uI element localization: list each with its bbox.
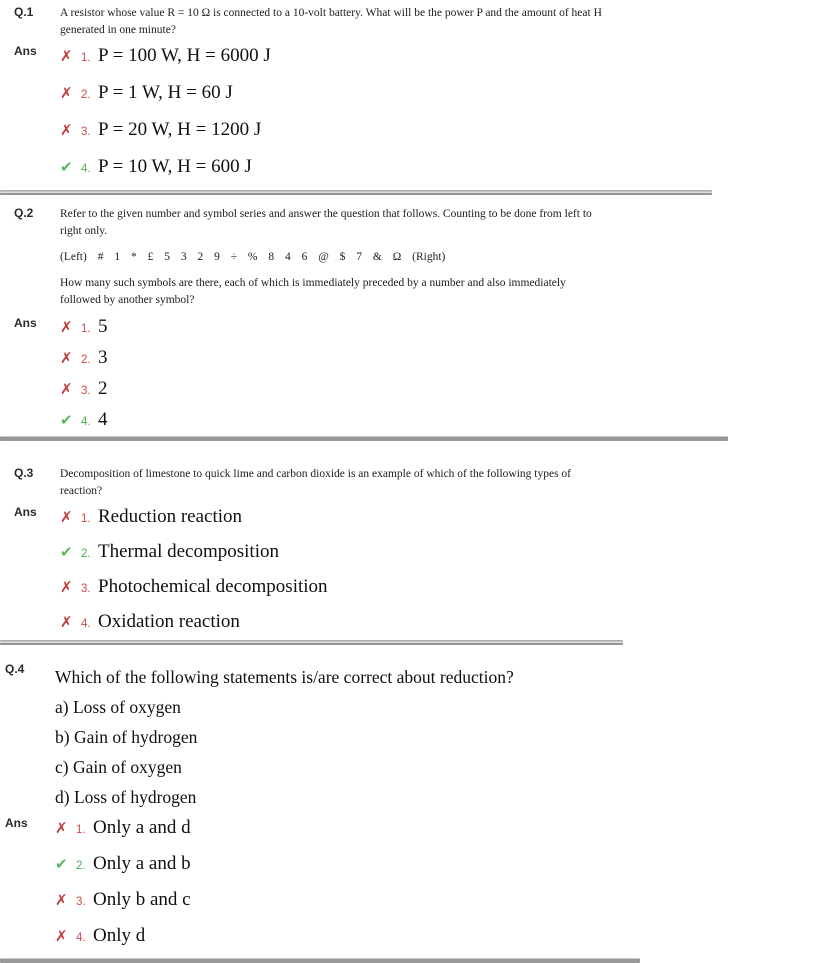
option-number: 2. [81,354,91,366]
option-row [60,505,820,531]
option-text: Only a and b [93,853,191,874]
question-block-2 [0,206,820,433]
option-number: 1. [81,323,91,335]
option-number: 4. [76,932,86,944]
check-icon: ✔ [60,158,73,176]
cross-icon: ✗ [60,349,73,367]
option-text: P = 1 W, H = 60 J [98,82,233,103]
option-text: Oxidation reaction [98,611,240,632]
option-row [60,118,820,144]
option-row [60,347,820,371]
option-row [60,378,820,402]
statement-b: b) Gain of hydrogen [55,727,198,747]
option-text: P = 100 W, H = 6000 J [98,45,271,66]
options-list [60,316,820,433]
cross-icon: ✗ [60,613,73,631]
symbol-series: (Left) # 1 * £ 5 3 2 9 ÷ % 8 4 6 @ $ 7 & Ω (Right) [60,251,446,263]
option-row [60,610,820,636]
ans-label: Ans [5,816,28,830]
option-row [60,575,820,601]
cross-icon: ✗ [60,508,73,526]
option-number: 2. [81,89,91,101]
option-number: 4. [81,163,91,175]
check-icon: ✔ [55,855,68,873]
question-row [0,662,820,812]
option-row [60,44,820,70]
option-number: 2. [81,548,91,560]
options-list [60,44,820,181]
question-label: Q.1 [14,5,34,19]
question-intro: Refer to the given number and symbol series and answer the question that follows. Counting to be done from left to right only. [60,208,592,237]
check-icon: ✔ [60,411,73,429]
question-label: Q.2 [14,206,34,220]
option-number: 1. [81,52,91,64]
cross-icon: ✗ [55,819,68,837]
ans-label: Ans [14,316,37,330]
question-block-1 [0,5,820,181]
answer-row [0,44,820,181]
section-divider [0,958,640,963]
option-text: P = 10 W, H = 600 J [98,156,252,177]
option-text: 5 [98,316,108,337]
ans-label: Ans [14,505,37,519]
option-number: 3. [81,126,91,138]
statement-c: c) Gain of oxygen [55,757,182,777]
section-divider [0,436,728,441]
cross-icon: ✗ [60,380,73,398]
check-icon: ✔ [60,543,73,561]
cross-icon: ✗ [60,121,73,139]
statement-a: a) Loss of oxygen [55,697,181,717]
question-text: A resistor whose value R = 10 Ω is connected to a 10-volt battery. What will be the power P and the amount of heat H generated in one minute? [60,7,602,36]
answer-row [0,816,820,950]
options-list [60,505,820,636]
question-label: Q.3 [14,466,34,480]
section-divider [0,190,712,195]
option-number: 2. [76,860,86,872]
option-text: 4 [98,409,108,430]
statement-d: d) Loss of hydrogen [55,787,197,807]
option-row [60,316,820,340]
option-row [55,852,820,878]
option-text: Reduction reaction [98,506,243,527]
cross-icon: ✗ [60,84,73,102]
option-text: P = 20 W, H = 1200 J [98,119,262,140]
cross-icon: ✗ [60,47,73,65]
option-number: 3. [81,583,91,595]
question-text: Decomposition of limestone to quick lime and carbon dioxide is an example of which of the following types of reaction? [60,468,571,497]
question-label: Q.4 [5,662,25,676]
option-text: Thermal decomposition [98,541,279,562]
option-number: 4. [81,618,91,630]
question-text: Which of the following statements is/are correct about reduction? [55,667,514,687]
section-divider [0,640,623,645]
answer-row [0,505,820,636]
option-text: Photochemical decomposition [98,576,328,597]
answer-row [0,316,820,433]
option-text: Only b and c [93,889,191,910]
question-text: How many such symbols are there, each of which is immediately preceded by a number and also immediately followed by another symbol? [60,277,566,306]
option-row [60,81,820,107]
cross-icon: ✗ [60,318,73,336]
option-row [60,409,820,433]
option-text: Only d [93,925,146,946]
option-number: 3. [81,385,91,397]
option-text: 3 [98,347,108,368]
option-number: 1. [81,513,91,525]
option-row [55,816,820,842]
options-list [55,816,820,950]
option-row [55,888,820,914]
question-row [0,466,820,500]
ans-label: Ans [14,44,37,58]
cross-icon: ✗ [55,927,68,945]
option-number: 3. [76,896,86,908]
question-row [0,5,820,39]
question-block-4 [0,662,820,950]
question-row [0,206,820,309]
cross-icon: ✗ [60,578,73,596]
option-row [60,540,820,566]
option-text: 2 [98,378,108,399]
option-number: 4. [81,416,91,428]
cross-icon: ✗ [55,891,68,909]
option-row [55,924,820,950]
option-number: 1. [76,824,86,836]
question-block-3 [0,466,820,636]
option-row [60,155,820,181]
option-text: Only a and d [93,817,191,838]
